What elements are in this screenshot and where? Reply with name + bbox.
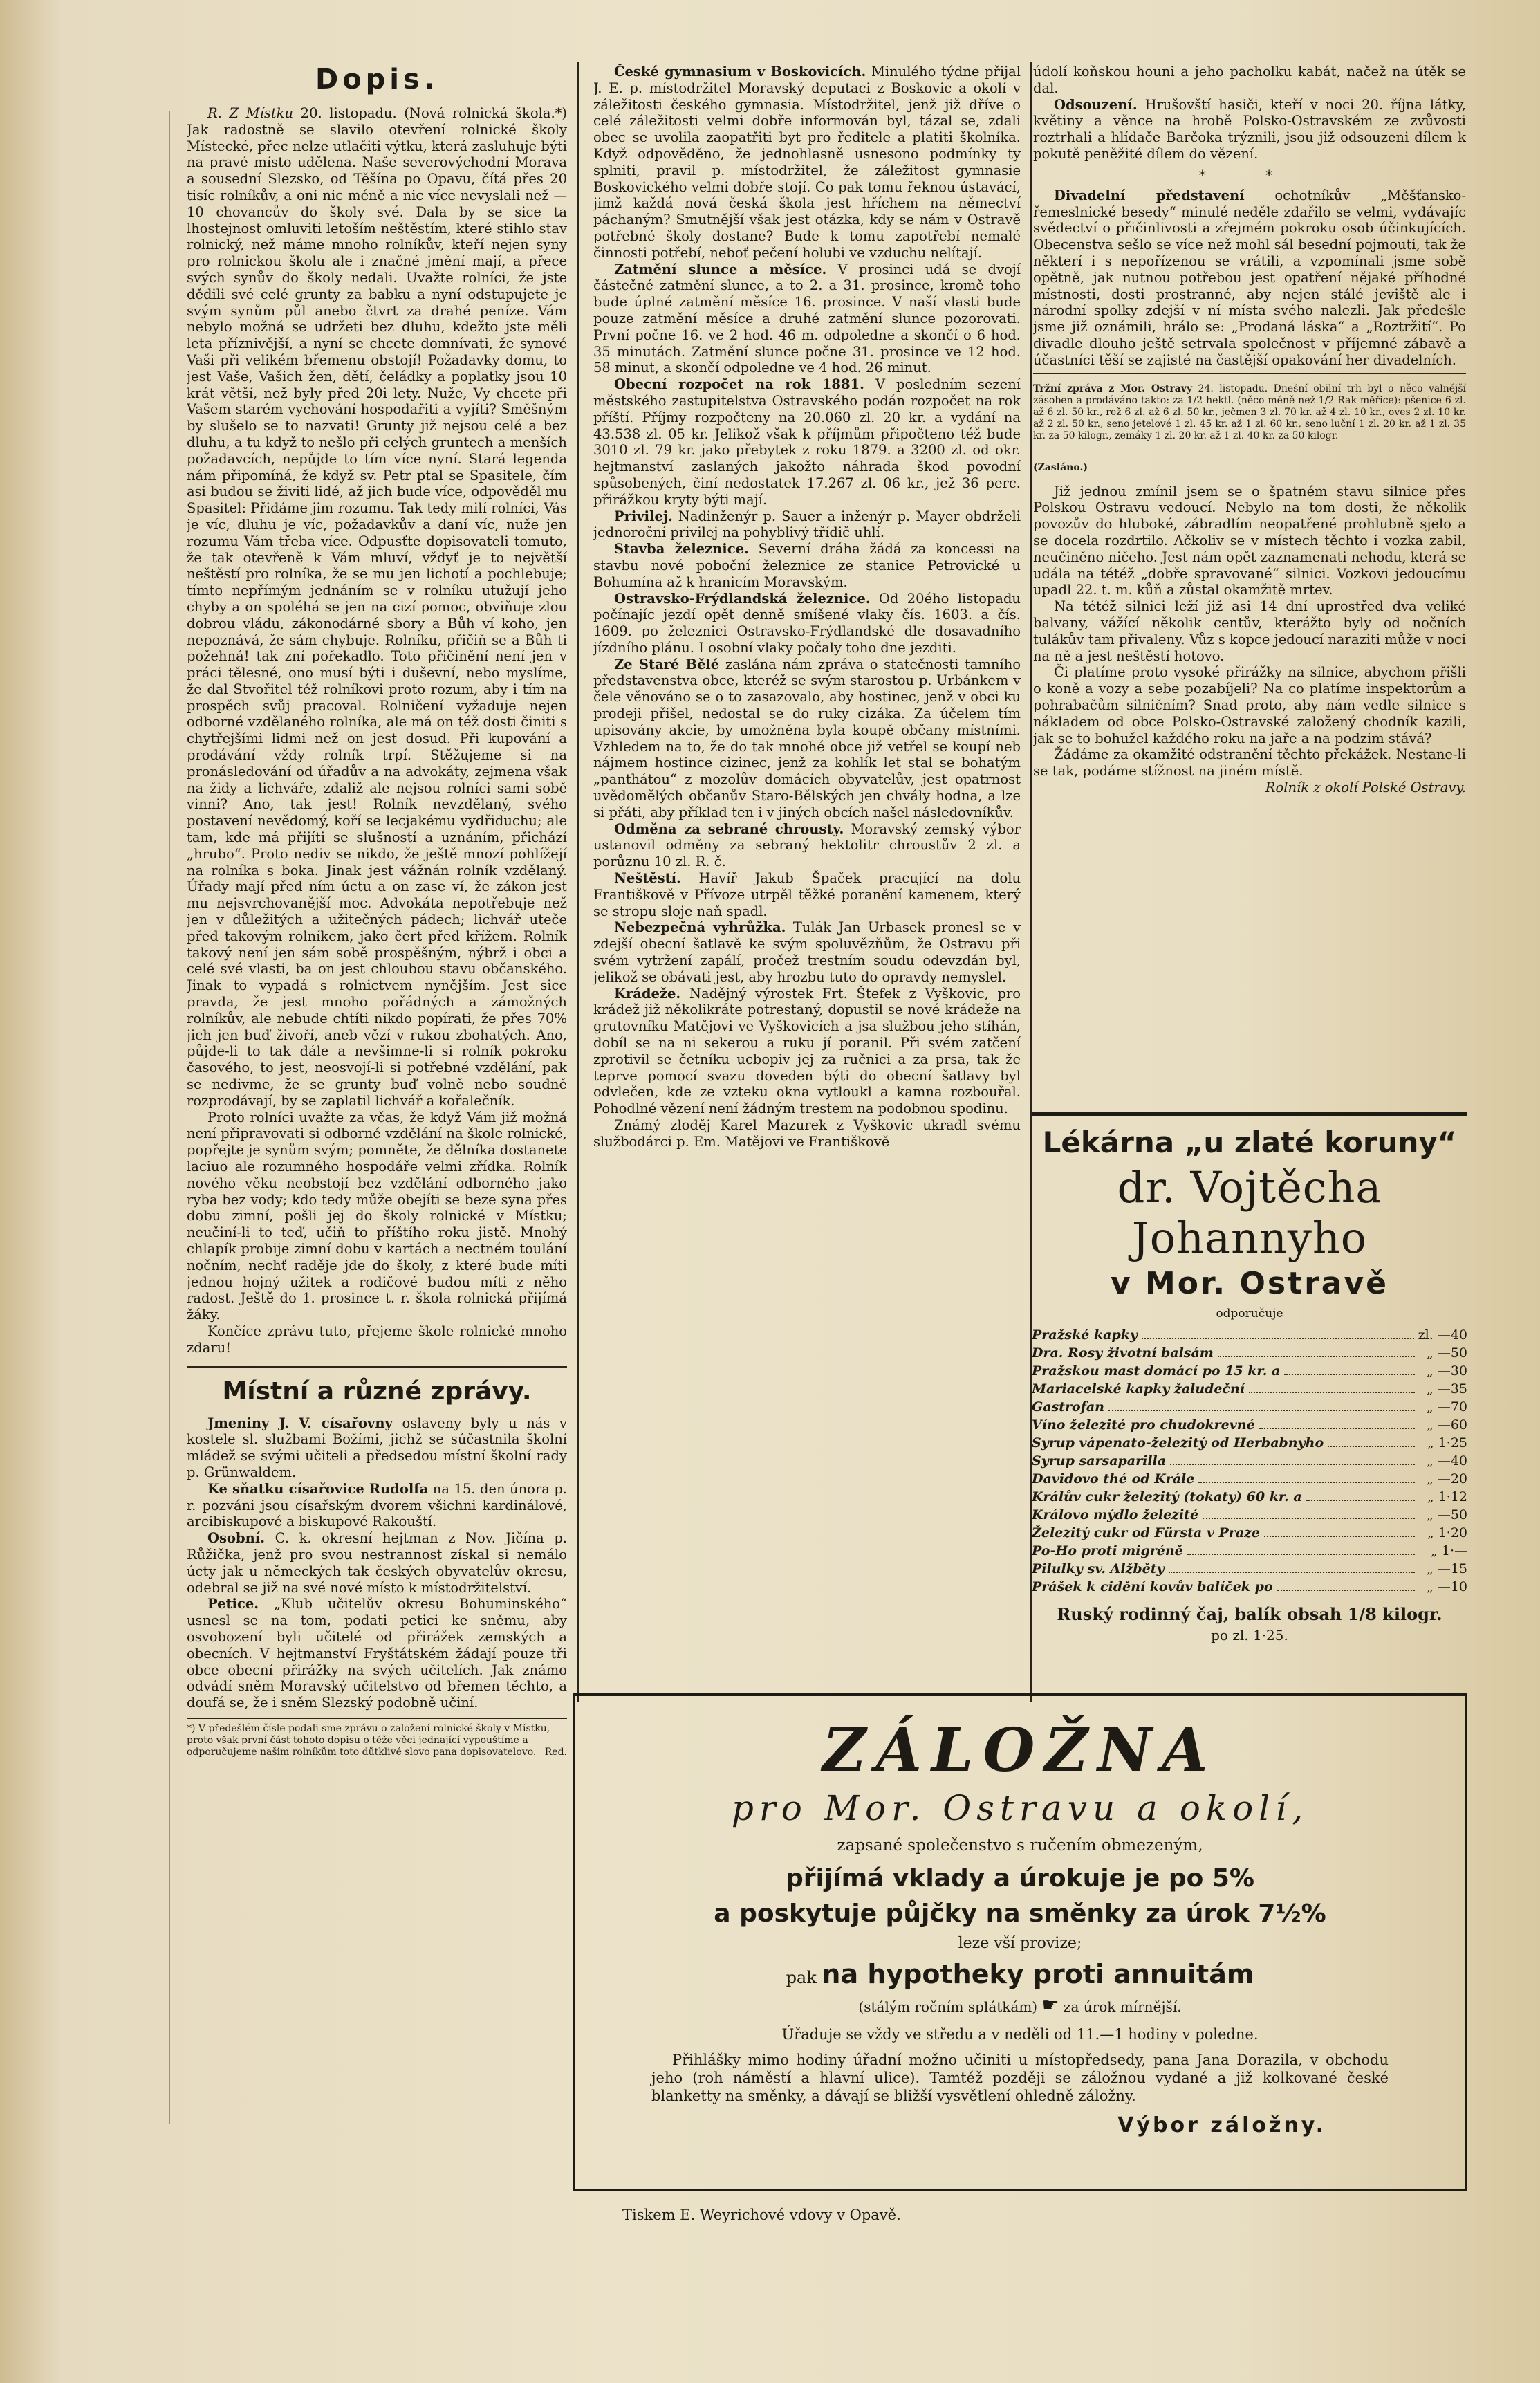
column-3: [1033, 64, 1466, 1101]
dot-leader: [1203, 1506, 1415, 1519]
pharmacy-price-row: [1032, 1560, 1467, 1578]
zaslano-paragraph: Či platíme proto vysoké přirážky na silnice, abychom přišli o koně a vozy a sebe pozabíjeli? Na co platíme inspektorům a pohrabačům silničním? Snad proto, aby nám vedle silnice s nákladem od obce Polsko-Ostravské založený chodník kazili, jak se to bohužel každého roku na jaře a na podzim stává?: [1033, 664, 1466, 746]
dot-leader: [1264, 1524, 1415, 1537]
news-text: Tulák Jan Urbasek pronesl se v zdejší obecní šatlavě ke svým spoluvězňům, že Ostravu při svém vytržení zapálí, pročež trestním soudu odevzdán byl, jelikož se obávati jest, aby hrozbu tuto do opravdy nemyslel.: [593, 919, 1021, 985]
separator-stars: * *: [1198, 166, 1301, 183]
news-head: Zatmění slunce a měsíce.: [614, 261, 827, 277]
pointing-hand-icon: ☛: [1041, 1994, 1059, 2016]
market-report: [1033, 383, 1466, 442]
pharmacy-item-name: Králův cukr železitý (tokaty) 60 kr. a: [1032, 1489, 1302, 1505]
dot-leader: [1277, 1578, 1415, 1591]
pharmacy-item-price: „ 1·—: [1430, 1543, 1467, 1558]
news-text: Od 20ého listopadu počínajíc jezdí opět denně smíšené vlaky čís. 1603. a čís. 1609. po železnici Ostravsko-Frýdlandské dle dosavadního jízdního plánu. I osobní vlaky počaly toho dne jezditi.: [593, 590, 1021, 656]
pharmacy-item-price: zl. —40: [1418, 1327, 1467, 1343]
pharmacy-item-name: Pražskou mast domácí po 15 kr. a: [1032, 1363, 1281, 1379]
bank-mortgage: [575, 1959, 1465, 1989]
pharmacy-town: v Mor. Ostravě: [1110, 1266, 1389, 1301]
news-head: Osobní.: [207, 1530, 265, 1547]
zaslano-paragraph: Žádáme za okamžité odstranění těchto překážek. Nestane-li se tak, podáme stížnost na jiném místě.: [1033, 746, 1466, 780]
pharmacy-price-row: [1032, 1452, 1467, 1470]
pharmacy-item-price: „ 1·12: [1427, 1489, 1467, 1505]
dot-leader: [1259, 1416, 1415, 1429]
dot-leader: [1249, 1380, 1415, 1393]
bank-contact: Přihlášky mimo hodiny úřadní možno učiniti u místopředsedy, pana Jana Dorazila, v obchodu jeho (roh náměstí a hlavní ulice). Tamtéž později se záložnou vydané a již kolkované české blanketty na směnky, a dávají se bližší vysvětlení ohledně záložny.: [651, 2052, 1389, 2104]
news-text: Známý zloděj Karel Mazurek z Vyškovic ukradl svému službodárci p. Em. Matějovi ve Františkově: [593, 1117, 1021, 1150]
pharmacy-price-row: [1032, 1488, 1467, 1506]
footnote-text: *) V předešlém čísle podali sme zprávu o založení rolnické školy v Místku, proto však první část tohoto dopisu o téže věci jednající vypouštíme a odporučujeme našim rolníkům toto důtklivé slovo pana dopisovatelovo.: [187, 1722, 550, 1758]
news-text: V prosinci udá se dvojí částečné zatmění slunce, a to 2. a 31. prosince, kromě toho bude úplné zatmění měsíce 16. prosince. V naší vlasti bude pouze zatmění měsíce a druhé zatmění slunce pozorovati. První počne 16. ve 2 hod. 46 m. odpoledne a skončí o 6 hod. 35 minutách. Zatmění slunce počne 31. prosince ve 12 hod. 58 minut, a skončí odpoledne ve 4 hod. 26 minut.: [593, 261, 1021, 376]
footnote-sign: Red.: [544, 1746, 567, 1758]
theatre-item: [1033, 187, 1466, 369]
news-head: Ostravsko-Frýdlandská železnice.: [614, 590, 871, 607]
pharmacy-item-name: Pilulky sv. Alžběty: [1032, 1561, 1165, 1576]
local-news-title: Místní a různé zprávy.: [222, 1377, 532, 1406]
pharmacy-item-price: „ —20: [1426, 1471, 1467, 1487]
news-head: Neštěstí.: [614, 870, 681, 887]
pharmacy-item-price: „ 1·20: [1427, 1525, 1467, 1540]
footnote: [187, 1718, 567, 1758]
news-item: [593, 64, 1021, 261]
dot-leader: [1187, 1542, 1415, 1555]
column-rule-1: [577, 62, 579, 1702]
pharmacy-item-price: „ 1·25: [1427, 1435, 1467, 1451]
dot-leader: [1198, 1470, 1415, 1483]
pharmacy-item-name: Víno železité pro chudokrevné: [1032, 1417, 1255, 1433]
dot-leader: [1108, 1398, 1415, 1411]
zaslano-heading: (Zasláno.): [1033, 461, 1088, 473]
section-rule: [1033, 373, 1466, 374]
bank-type: zapsané společenstvo s ručením obmezeným,: [837, 1837, 1203, 1855]
pharmacy-price-row: [1032, 1578, 1467, 1596]
pharmacy-item-price: „ —10: [1426, 1579, 1467, 1594]
pharmacy-item-name: Pražské kapky: [1032, 1327, 1138, 1343]
column-2: [593, 64, 1021, 1682]
news-head: Stavba železnice.: [614, 541, 749, 558]
news-text: „Klub učitelův okresu Bohuminského“ usnesl se na tom, podati petici ke sněmu, aby osvobození byli učitelé od přirážek zemských a obecních. V hejtmanství Fryštátském žádají pouze tři obce obecní přirážky na svých učitelích. Jak známo odvádí sněm Moravský učitelstvo od břemen těchto, a doufá se, že i sněm Slezský podobně učiní.: [187, 1596, 567, 1711]
pharmacy-price-row: [1032, 1344, 1467, 1362]
letter-paragraph: Proto rolníci uvažte za včas, že když Vám již možná není připravovati si odborné vzdělání na škole rolnické, popřejte je synům svým; pomněte, že dělníka dostanete laciuo ale rozumného hospodáře velmi zřídka. Rolník nového věku neobstojí bez vzdělání odborného jako ryba bez vody; kdo tedy může obejíti se beze syna přes dobu zimní, pošli jej do školy rolnické v Místku; neučiní-li to teď, učiň to příštího roku jistě. Mnohý chlapík probije zimní dobu v kartách a nectném toulání nočním, nechť raděje jde do školy, z které bude míti jednou hojný užitek a rodičové budou míti z něho radost. Ještě do 1. prosince t. r. škola rolnická přijímá žáky.: [187, 1109, 567, 1323]
bank-mortgage-note: (stálým ročním splátkám): [858, 1998, 1038, 2015]
pharmacy-item-name: Davidovo thé od Krále: [1032, 1471, 1195, 1487]
news-head: Ke sňatku císařovice Rudolfa: [207, 1480, 429, 1497]
pharmacy-item-name: Po-Ho proti migréně: [1032, 1543, 1183, 1558]
pharmacy-item-price: „ —30: [1426, 1363, 1467, 1379]
pharmacy-price-list: [1032, 1326, 1467, 1596]
pharmacy-price-row: [1032, 1470, 1467, 1488]
news-text: Hrušovští hasiči, kteří v noci 20. října látky, květiny a věnce na hrobě Polsko-Ostravském ze zvůvosti roztrhali a hlídače Barčoka trýznili, jsou již odsouzeni dílem k pokutě peněžité dílem do vězení.: [1033, 96, 1466, 162]
news-head: Ze Staré Bělé: [614, 656, 720, 672]
news-head: Odsouzení.: [1054, 96, 1138, 113]
news-text: Nadějný výrostek Frt. Štefek z Vyškovic, pro krádež již několikráte potrestaný, dopustil se nové krádeže na grutovníku Matějovi ve Vyškovicích a jsa službou jeho stíhán, dobíl se na ni sekerou a ruku jí poranil. Při svém zatčení zprotivil se četníku ucbopiv jej za ručnici a za prsa, tak že teprve pomocí svazu doveden býti do obecní šatlavy byl odvlečen, kde ze vzteku okna vytloukl a kamna rozbouřal. Pohodlné vězení není žádným trestem na podobnou spodinu.: [593, 985, 1021, 1117]
bank-deposits: přijímá vklady a úrokuje je po 5%: [786, 1864, 1254, 1893]
pharmacy-item-price: „ —35: [1426, 1381, 1467, 1397]
news-item: [187, 1481, 567, 1530]
bank-hours: Úřaduje se vždy ve středu a v neděli od 11.—1 hodiny v poledne.: [781, 2026, 1259, 2043]
pharmacy-price-row: [1032, 1362, 1467, 1380]
news-text: Nadinženýr p. Sauer a inženýr p. Mayer obdrželi jednoroční privilej na pohyblivý třídič uhlí.: [593, 508, 1021, 541]
pharmacy-recommends: odporučuje: [1216, 1307, 1283, 1321]
pharmacy-price-row: [1032, 1524, 1467, 1542]
printer-line: Tiskem E. Weyrichové vdovy v Opavě.: [622, 2207, 901, 2223]
letter-paragraph: Končíce zprávu tuto, přejeme škole rolnické mnoho zdaru!: [187, 1323, 567, 1356]
bank-loans: a poskytuje půjčky na směnky za úrok 7½%: [714, 1899, 1326, 1928]
pharmacy-price-row: [1032, 1542, 1467, 1560]
news-item: [187, 1596, 567, 1711]
news-text: V posledním sezení městského zastupitelstva Ostravského podán rozpočet na rok příští. Příjmy rozpočteny na 20.060 zl. 20 kr. a vydání na 43.538 zl. 05 kr. Jelikož však k příjmům připočteno též bude 3010 zl. 79 kr. jako přebytek z roku 1879. a 3200 zl. od okr. hejtmanství zaslaných jakožto náhrada škod povodní spůsobených, činí nedostatek 17.267 zl. 06 kr., jež 36 perc. přirážkou kryty býti mají.: [593, 376, 1021, 508]
news-head: Krádeže.: [614, 985, 681, 1002]
news-item: [187, 1530, 567, 1596]
bank-mortgage-note-line: [575, 1994, 1465, 2016]
bank-mortgage-title: na hypotheky proti annuitám: [822, 1959, 1254, 1989]
news-item: [593, 591, 1021, 656]
zaslano-paragraph: Již jednou zmínil jsem se o špatném stavu silnice přes Polskou Ostravu vedoucí. Nebylo na tom dosti, že několik povozův do hluboké, zábradlím neopatřené prohlubně sjelo a se docela rozdrtilo. Ačkoliv se v místech těchto i vozka zabil, neučiněno ničeho. Jest nám opět zaznamenati nehodu, která se udála na tétéž „dobře spravované“ silnici. Vozkovi jedoucímu upadl 22. t. m. kůň a zůstal okamžitě mrtev.: [1033, 483, 1466, 598]
news-head: Nebezpečná vyhrůžka.: [614, 919, 786, 936]
news-item: [593, 1117, 1021, 1150]
news-item: [593, 919, 1021, 985]
bank-ad: [573, 1693, 1467, 2191]
pharmacy-item-name: Železitý cukr od Fürsta v Praze: [1032, 1525, 1260, 1540]
news-text: Minulého týdne přijal J. E. p. místodržitel Moravský deputaci z Boskovic a okolí v záležitosti českého gymnasia. Místodržitel, jenž již dříve o celé záležitosti velmi dobře informován byl, tázal se, zdali obec se uvolila zaopatřiti byt pro ředitele a platiti školníka. Když odpověděno, že jednohlasně usnesono podmínky ty splniti, pravil p. místodržitel, že záležitost gymnasie Boskovického velmi dobře stojí. Co pak tomu řeknou ústavácí, jimž každá nová česká škola jest hříchem na němectví páchaným? Smutnější však jest otázka, kdy se nám v Ostravě potřebné školy dostane? Bude k tomu zapotřebí nemalé činnosti potřebí, neboť pečení holubi ve vzduchu nelítají.: [593, 64, 1021, 261]
pharmacy-item-name: Prášek k cidění kovův balíček po: [1032, 1579, 1273, 1594]
section-rule: [187, 1366, 567, 1368]
news-text: zaslána nám zpráva o statečnosti tamního představenstva obce, kteréž se svým starostou p. Urbánkem v čele věnováno se o to zasazovalo, aby hostinec, jenž v obci ku prodeji přišel, nedostal se do ruky cizáka. Za účelem tím upisovány akcie, by umožněna byla koupě občany místními. Vzhledem na to, že do tak mnohé obce již vetřel se koupí neb nájmem hostince cizinec, jenž za kohlík let stal se bohatým „panthátou“ z mozolův domácích obyvatelův, jest opatrnost uvědomělých občanův Staro-Bělských jen chvály hodna, a lze si přáti, aby příklad ten i v jiných obcích našel následovníkův.: [593, 656, 1021, 820]
news-item: [593, 376, 1021, 508]
pharmacy-item-price: „ —50: [1426, 1507, 1467, 1522]
dot-leader: [1328, 1434, 1415, 1447]
letter-title: Dopis.: [315, 64, 439, 95]
news-text: C. k. okresní hejtman z Nov. Jičína p. Růžička, jenž pro svou nestrannost získal si nemálo úcty jak u německých tak českých obyvatelův okresu, odebral se již na své nové místo k místodržitelství.: [187, 1530, 567, 1596]
news-item: [593, 870, 1021, 919]
pharmacy-owner: dr. Vojtěcha Johannyho: [1117, 1162, 1382, 1263]
pharmacy-price-row: [1032, 1326, 1467, 1344]
news-text: Havíř Jakub Špaček pracující na dolu Františkově v Přívoze utrpěl těžké poranění kamenem, který se stropu sloje naň spadl.: [593, 870, 1021, 919]
dot-leader: [1170, 1452, 1415, 1465]
bank-mortgage-rate: za úrok mírnější.: [1063, 1998, 1182, 2015]
news-head: Petice.: [207, 1596, 259, 1612]
news-head: Obecní rozpočet na rok 1881.: [614, 376, 864, 393]
bank-title: ZÁLOŽNA: [822, 1715, 1218, 1785]
news-text: Moravský zemský výbor ustanovil odměny za sebraný hektolitr chroustův 2 zl. a porůznu 10 zl. R. č.: [593, 820, 1021, 870]
bank-signature: Výbor záložny.: [1117, 2113, 1326, 2137]
pharmacy-name: Lékárna „u zlaté koruny“: [1042, 1125, 1457, 1159]
pharmacy-item-price: „ —40: [1426, 1453, 1467, 1469]
news-item: [593, 986, 1021, 1117]
pharmacy-item-price: „ —15: [1426, 1561, 1467, 1576]
news-text: oslaveny byly u nás v kostele sl. službami Božími, jichž se súčastnila školní mládež se svými učiteli a předsedou místní školní rady p. Grünwaldem.: [187, 1415, 567, 1480]
pharmacy-item-name: Syrup vápenato-železitý od Herbabnyho: [1032, 1435, 1324, 1451]
letter-text: 20. listopadu. (Nová rolnická škola.*) Jak radostně se slavilo otevření rolnické školy Místecké, přec nelze utlačiti výtku, která zasluhuje býti na pravé místo udělena. Naše severovýchodní Morava a sousední Slezsko, od Těšína po Opavu, čítá přes 20 tisíc rolníkův, a oni nic méně a nic více nevyslali než — 10 chovancův do školy své. Dala by se sice ta lhostejnost omluviti letoším neštěstím, které stihlo stav rolnický, než máme mnoho rolníkův, kteří nejen syny pro rolnickou školu ale i značné jmění mají, a přece svých synův do školy nedali. Uvažte rolníci, že jste dědili své celé grunty za babku a nyní odstupujete je svým synům půl anebo čtvrt za drahé peníze. Vám nebylo možná se udržeti bez dluhu, kdežto jste měli leta příznivější, a nyní se chcete domnívati, že synové Vaši při velikém břemenu obstojí! Požadavky domu, to jest Vaše, Vašich žen, dětí, čeládky a poplatky jsou 10 krát větší, než byly před 20i lety. Nuže, Vy chcete při Vašem starém vychování hospodařiti a vyjíti? Směšným by slušelo se to nazvati! Grunty již nejsou celé a bez dluhu, a tu když to nešlo při celých gruntech a menších požadavcích, nepůjde to tím více nyní. Stará legenda nám připomíná, že když sv. Petr ptal se Spasitele, čím asi budou se živiti lidé, až jich bude více, odpověděl mu Spasitel: Přidáme jim rozumu. Tak tedy milí rolníci, Vás je víc, dluhu je víc, požadavkův a daní víc, nuže jen rozumu Vám třeba více. Odpusťte dopisovateli tomuto, že tak otevřeně k Vám mluví, vždyť je to největší neštěstí pro rolníka, že se mu jen lichotí a pochlebuje; tímto nepřímým jednáním se v rolníku utužují jeho chyby a on spoléhá se jen na cizí pomoc, obviňuje zlou dobrou vládu, zákonodárné sbory a Bůh ví koho, jen nepoznává, že sám chybuje. Rolníku, přičiň se a Bůh ti požehná! tak zní pořekadlo. Toto přičinění není jen v práci tělesné, ono musí býti i duševní, nebo myslíme, že dal Stvořitel též rolníkovi proto rozum, aby i tím na prospěch svůj pracoval. Rolničení vyžaduje nejen odborné vzdělaného rolníka, ale má on též dosti činiti s chytřejšími lidmi než on jest dosud. Při kupování a prodávání vždy rolník trpí. Stěžujeme si na pronásledování od úřadův a na advokáty, zejmena však na židy a lichváře, zdaliž ale nejsou rolníci sami sobě vinni? Ano, tak jest! Rolník nevzdělaný, svého postavení nevědomý, koří se lecjakému vydřiduchu; ale tam, kde má přijíti se slušností a uznáním, přichází „hrubo“. Proto nediv se nikdo, že ještě mnozí pohlížejí na rolníka s boka. Jinak jest vážnán rolník vzdělaný. Úřady mají před ním úctu a on zase ví, že zákon jest mu nejsvrchovanější moc. Advokáta nepotřebuje než jen v důležitých a užitečných pádech; lichvář uteče před takovým rolníkem, jako čert před křížem. Rolník takový není jen sám sobě prospěšným, nýbrž i obci a celé své vlasti, ba on jest chloubou stavu občanského. Jinak to vypadá s rolnictvem nynějším. Jest sice pravda, že jest mnoho pořádných a zámožných rolníkův, ale nebude chtíti nikdo popírati, že přes 70% jich jen buď živoří, aneb vězí v rukou zbohatých. Ano, půjde-li to tak dále a nevšimne-li si rolník pokroku časového, to jest, neosvojí-li si potřebné vzdělání, pak se nedivme, že se grunty buď volně nebo soudně rozprodávají, by se zaplatil lichvář a kořalečník.: [187, 105, 567, 1109]
letter-intro: R. Z Místku: [207, 105, 294, 121]
pharmacy-item-price: „ —70: [1426, 1399, 1467, 1415]
pharmacy-item-name: Mariacelské kapky žaludeční: [1032, 1381, 1245, 1397]
news-head: Privilej.: [614, 508, 673, 524]
news-head: Divadelní představení: [1054, 187, 1245, 203]
pharmacy-item-price: „ —50: [1426, 1345, 1467, 1361]
news-head: České gymnasium v Boskovicích.: [614, 64, 866, 80]
bank-mortgage-pre: pak: [786, 1968, 817, 1987]
zaslano-paragraph: Na tétéž silnici leží již asi 14 dní uprostřed dva veliké balvany, vážící několik centův, kterážto byly od nočních tulákův tam přivaleny. Vůz s kopce jedoucí naraziti může v noci na ně a jest neštěstí hotovo.: [1033, 598, 1466, 664]
pharmacy-price-row: [1032, 1434, 1467, 1452]
pharmacy-item-name: Královo mýdlo železité: [1032, 1507, 1199, 1522]
news-item: [1033, 97, 1466, 163]
pharmacy-item-name: Gastrofan: [1032, 1399, 1104, 1415]
column-1: [187, 64, 567, 2139]
column-rule-left-edge: [169, 111, 170, 2124]
news-text: Severní dráha žádá za koncessi na stavbu nové poboční železnice ze stanice Petrovické u Bohumína až k hranicím Moravským.: [593, 541, 1021, 590]
news-item: [593, 541, 1021, 590]
pharmacy-price-row: [1032, 1380, 1467, 1398]
news-item: [593, 821, 1021, 870]
dot-leader: [1169, 1560, 1415, 1573]
news-text: ochotníkův „Měšťansko-řemeslnické besedy“ minulé neděle zdařilo se velmi, vydávajíc svědectví o přičinlivosti a zřejmém pokroku osob účinkujících. Obecenstva sešlo se více než mohl sál besední pojmouti, tak že některí i s nepořízenou se vrátili, a vzpomínali jsme sobě opětně, jak nutnou potřebou jest opatření nějaké příhodné místnosti, dosti prostranné, aby nejen stálé jeviště ale i národní spolky zdejší v ní místa svého nalezli. Jak předešle jsme již oznámili, hrálo se: „Prodaná láska“ a „Roztržití“. Po divadle dlouho ještě setrvala společnost v příjemné zábavě a účastníci těší se zajisté na častější opakování her divadelních.: [1033, 187, 1466, 368]
news-head: Odměna za sebrané chrousty.: [614, 820, 844, 837]
pharmacy-tea: Ruský rodinný čaj, balík obsah 1/8 kilogr.: [1057, 1604, 1442, 1624]
news-head: Jmeniny J. V. císařovny: [207, 1415, 393, 1431]
news-item: [187, 1415, 567, 1481]
dot-leader: [1306, 1488, 1415, 1501]
pharmacy-price-row: [1032, 1506, 1467, 1524]
pharmacy-price-row: [1032, 1416, 1467, 1434]
dot-leader: [1284, 1362, 1415, 1375]
bank-provision: leze vší provize;: [958, 1935, 1082, 1952]
news-item: [593, 508, 1021, 542]
pharmacy-price-row: [1032, 1398, 1467, 1416]
news-continuation: údolí koňskou houni a jeho pacholku kabát, načež na útěk se dal.: [1033, 64, 1466, 96]
news-text: na 15. den února p. r. pozváni jsou císařským dvorem všichni kardinálové, arcibiskupové a biskupové Rakouští.: [187, 1480, 567, 1530]
dot-leader: [1142, 1326, 1414, 1339]
bank-subtitle: pro Mor. Ostravu a okolí,: [731, 1788, 1309, 1828]
pharmacy-tea-price: po zl. 1·25.: [1211, 1627, 1288, 1644]
market-head: Tržní zpráva z Mor. Ostravy: [1033, 383, 1193, 394]
zaslano-signature: Rolník z okolí Polské Ostravy.: [1265, 779, 1466, 795]
dot-leader: [1218, 1344, 1415, 1357]
news-item: [593, 261, 1021, 377]
pharmacy-item-name: Dra. Rosy životní balsám: [1032, 1345, 1214, 1361]
letter-paragraph: [187, 105, 567, 1110]
pharmacy-item-price: „ —60: [1426, 1417, 1467, 1433]
pharmacy-item-name: Syrup sarsaparilla: [1032, 1453, 1167, 1469]
market-text: 24. listopadu. Dnešní obilní trh byl o něco valnější zásoben a prodáváno takto: za 1/2 hektl. (něco méně než 1/2 Rak měřice): pšenice 6 zl. až 6 zl. 50 kr., rež 6 zl. až 6 zl. 50 kr., ječmen 3 zl. 70 kr. až 4 zl. 10 kr., oves 2 zl. 10 kr. až 2 zl. 50 kr., seno jetelové 1 zl. 45 kr. až 1 zl. 60 kr., seno luční 1 zl. 20 kr. až 1 zl. 35 kr. za 50 kilogr., zemáky 1 zl. 20 kr. až 1 zl. 40 kr. za 50 kilogr.: [1033, 383, 1466, 441]
news-item: [593, 656, 1021, 821]
